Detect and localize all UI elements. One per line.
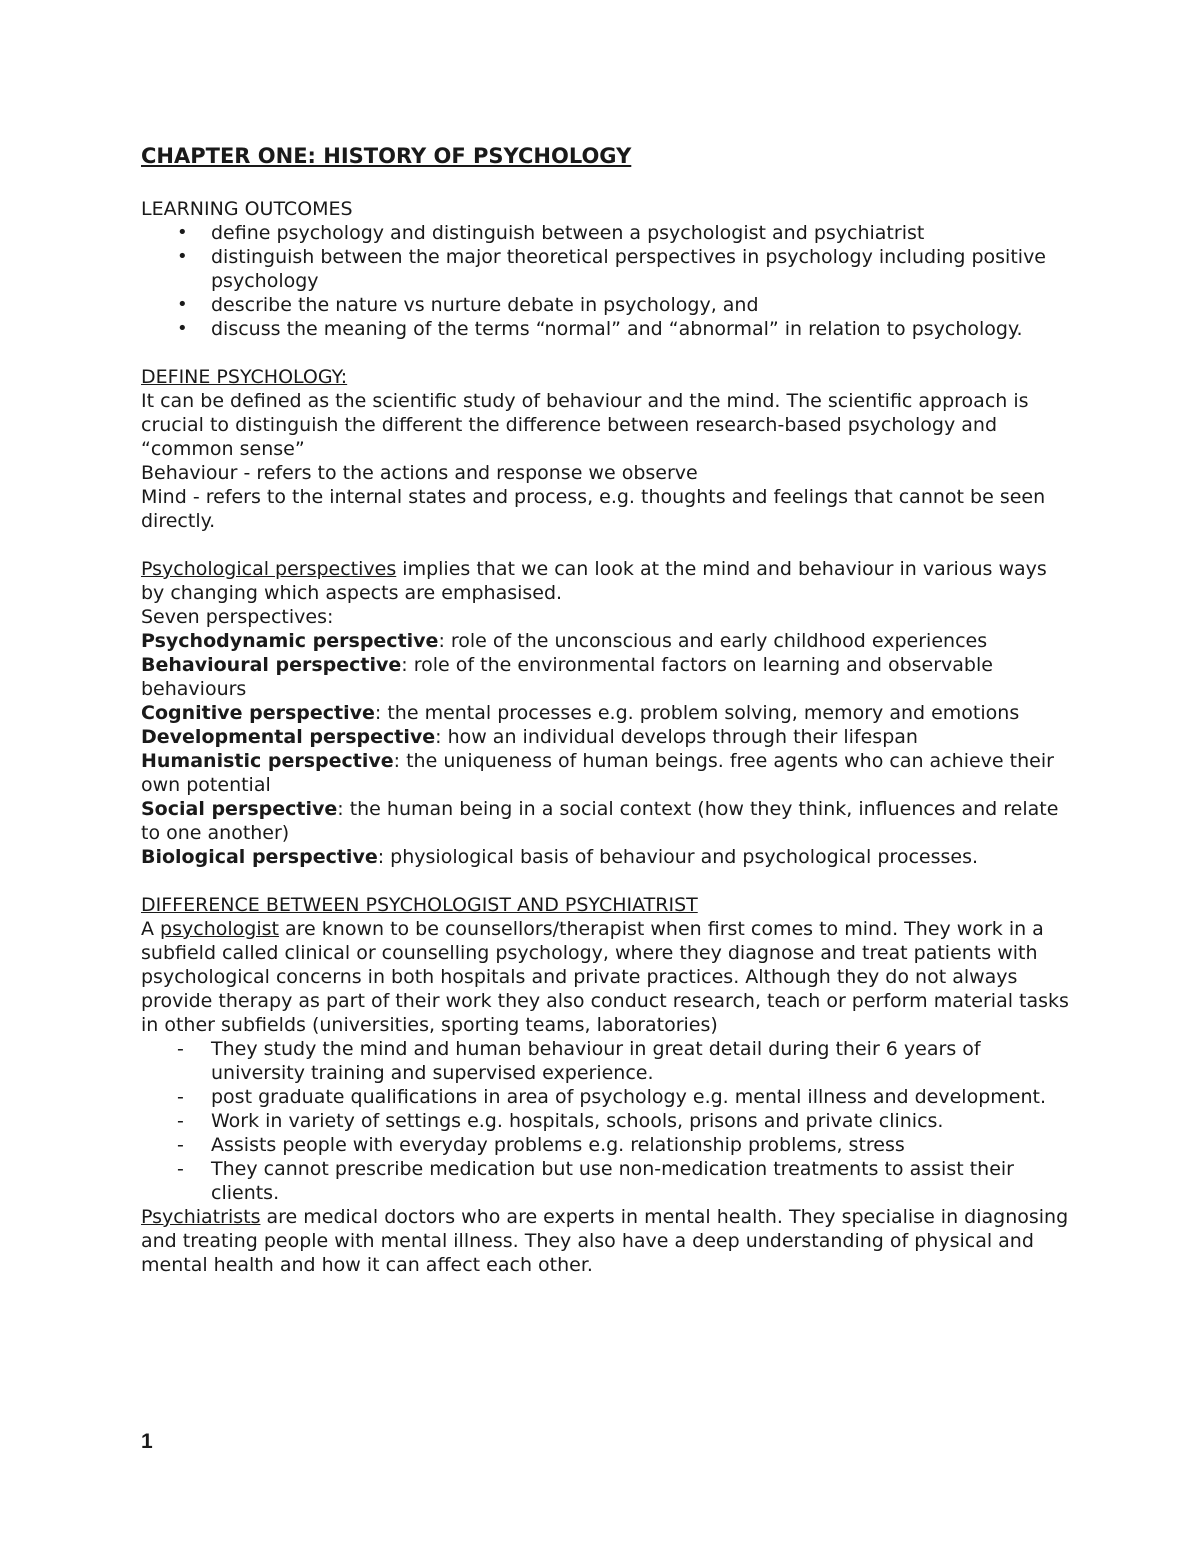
perspective-term: Psychodynamic perspective <box>141 630 439 652</box>
perspective-term: Cognitive perspective <box>141 702 375 724</box>
psychiatrist-paragraph <box>141 1205 1076 1277</box>
psychiatrist-text: are medical doctors who are experts in mental health. They specialise in diagnosing and treating people with mental illness. They also have a deep understanding of physical and mental health and how it can affect each other. <box>141 1206 1069 1276</box>
perspective-term: Humanistic perspective <box>141 750 394 772</box>
outcome-text: discuss the meaning of the terms “normal” and “abnormal” in relation to psychology. <box>211 318 1023 340</box>
dash-marker: - <box>177 1110 184 1132</box>
perspective-desc: : the mental processes e.g. problem solving, memory and emotions <box>374 702 1020 724</box>
perspectives-term: Psychological perspectives <box>141 558 397 580</box>
perspective-desc: : how an individual develops through their lifespan <box>435 726 918 748</box>
perspectives-intro <box>141 557 1076 605</box>
point-text: Work in variety of settings e.g. hospitals, schools, prisons and private clinics. <box>211 1110 944 1132</box>
outcome-text: distinguish between the major theoretical perspectives in psychology including positive psychology <box>211 246 1046 292</box>
point-text: They cannot prescribe medication but use non-medication treatments to assist their clients. <box>211 1158 1014 1204</box>
perspective-item <box>141 749 1076 797</box>
bullet-icon: • <box>177 318 188 339</box>
bullet-icon: • <box>177 294 188 315</box>
perspective-item <box>141 725 1076 749</box>
list-item <box>141 1133 1076 1157</box>
perspective-term: Behavioural perspective <box>141 654 402 676</box>
perspective-desc: : the human being in a social context (how they think, influences and relate to one another) <box>141 798 1059 844</box>
define-psychology-section <box>141 365 1076 533</box>
list-item <box>141 245 1076 293</box>
perspective-desc: : physiological basis of behaviour and psychological processes. <box>377 846 979 868</box>
learning-outcomes-list <box>141 221 1076 341</box>
difference-section <box>141 893 1076 1277</box>
psychologist-prefix: A <box>141 918 161 940</box>
mind-definition: Mind - refers to the internal states and process, e.g. thoughts and feelings that cannot be seen directly. <box>141 486 1046 532</box>
dash-marker: - <box>177 1038 184 1060</box>
perspective-desc: : role of the environmental factors on learning and observable behaviours <box>141 654 993 700</box>
point-text: post graduate qualifications in area of psychology e.g. mental illness and development. <box>211 1086 1046 1108</box>
bullet-icon: • <box>177 222 188 243</box>
page-number: 1 <box>141 1430 153 1453</box>
dash-marker: - <box>177 1086 184 1108</box>
perspective-item <box>141 653 1076 701</box>
point-text: They study the mind and human behaviour in great detail during their 6 years of university training and supervised experience. <box>211 1038 981 1084</box>
dash-marker: - <box>177 1158 184 1180</box>
perspective-item <box>141 629 1076 653</box>
difference-heading: DIFFERENCE BETWEEN PSYCHOLOGIST AND PSYCHIATRIST <box>141 894 698 916</box>
list-item <box>141 1109 1076 1133</box>
list-item <box>141 221 1076 245</box>
perspective-term: Developmental perspective <box>141 726 436 748</box>
list-item <box>141 293 1076 317</box>
perspective-term: Biological perspective <box>141 846 378 868</box>
perspective-desc: : the uniqueness of human beings. free agents who can achieve their own potential <box>141 750 1054 796</box>
outcome-text: define psychology and distinguish between a psychologist and psychiatrist <box>211 222 925 244</box>
learning-outcomes-heading: LEARNING OUTCOMES <box>141 198 353 220</box>
perspective-term: Social perspective <box>141 798 338 820</box>
perspectives-section <box>141 557 1076 869</box>
psychologist-text: are known to be counsellors/therapist when first comes to mind. They work in a subfield called clinical or counselling psychology, where they diagnose and treat patients with psychological concerns in both hospitals and private practices. Although they do not always provide therapy as part of their work they also conduct research, teach or perform material tasks in other subfields (universities, sporting teams, laboratories) <box>141 918 1069 1036</box>
dash-marker: - <box>177 1134 184 1156</box>
bullet-icon: • <box>177 246 188 267</box>
perspectives-intro-text: implies that we can look at the mind and behaviour in various ways by changing which aspects are emphasised. <box>141 558 1047 604</box>
learning-outcomes-section <box>141 197 1076 341</box>
point-text: Assists people with everyday problems e.g. relationship problems, stress <box>211 1134 905 1156</box>
define-psychology-heading: DEFINE PSYCHOLOGY: <box>141 366 348 388</box>
psychologist-term: psychologist <box>160 918 279 940</box>
behaviour-definition: Behaviour - refers to the actions and response we observe <box>141 462 698 484</box>
outcome-text: describe the nature vs nurture debate in psychology, and <box>211 294 759 316</box>
psychologist-paragraph <box>141 917 1076 1037</box>
perspective-item <box>141 845 1076 869</box>
definition-paragraph: It can be defined as the scientific study of behaviour and the mind. The scientific approach is crucial to distinguish the different the difference between research-based psychology and “common sense” <box>141 390 1029 460</box>
psychiatrist-term: Psychiatrists <box>141 1206 261 1228</box>
perspective-desc: : role of the unconscious and early childhood experiences <box>438 630 988 652</box>
chapter-title: CHAPTER ONE: HISTORY OF PSYCHOLOGY <box>141 144 632 168</box>
psychologist-points-list <box>141 1037 1076 1205</box>
document-page <box>141 140 1076 1277</box>
list-item <box>141 1037 1076 1085</box>
list-item <box>141 317 1076 341</box>
perspective-item <box>141 797 1076 845</box>
list-item <box>141 1085 1076 1109</box>
perspectives-count-label: Seven perspectives: <box>141 606 334 628</box>
perspective-item <box>141 701 1076 725</box>
list-item <box>141 1157 1076 1205</box>
